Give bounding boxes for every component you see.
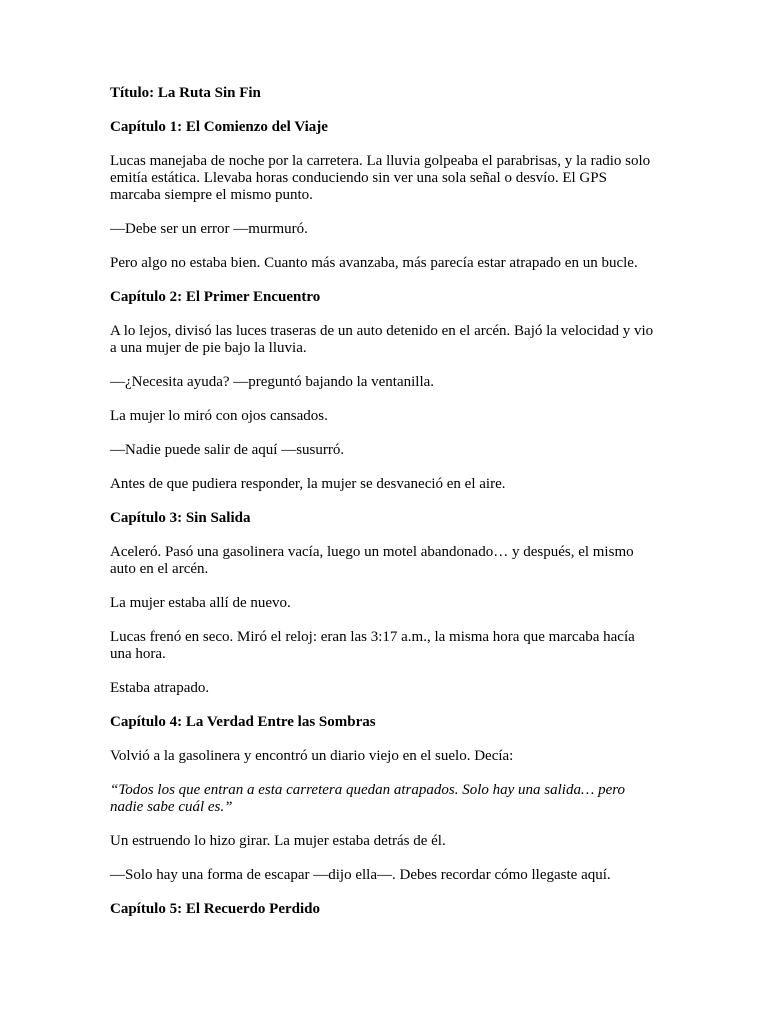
chapter-5-heading: Capítulo 5: El Recuerdo Perdido xyxy=(110,901,320,917)
chapter-4-heading: Capítulo 4: La Verdad Entre las Sombras xyxy=(110,714,376,730)
paragraph: La mujer estaba allí de nuevo. xyxy=(110,595,291,611)
paragraph: —Debe ser un error —murmuró. xyxy=(110,221,308,237)
paragraph: Lucas manejaba de noche por la carretera. La lluvia golpeaba el parabrisas, y la radio solo emitía estática. Llevaba horas conduciendo sin ver una sola señal o desvío. El GPS marcaba siempre el mismo punto. xyxy=(110,153,651,203)
paragraph: Antes de que pudiera responder, la mujer se desvaneció en el aire. xyxy=(110,476,506,492)
chapter-3-heading: Capítulo 3: Sin Salida xyxy=(110,510,251,526)
chapter-1-heading: Capítulo 1: El Comienzo del Viaje xyxy=(110,119,328,135)
diary-quote: “Todos los que entran a esta carretera quedan atrapados. Solo hay una salida… pero nadie sabe cuál es.” xyxy=(110,782,626,815)
paragraph: Estaba atrapado. xyxy=(110,680,210,696)
chapter-2-heading: Capítulo 2: El Primer Encuentro xyxy=(110,289,321,305)
document-title: Título: La Ruta Sin Fin xyxy=(110,85,261,101)
paragraph: Lucas frenó en seco. Miró el reloj: eran las 3:17 a.m., la misma hora que marcaba hacía una hora. xyxy=(110,629,635,662)
paragraph: —¿Necesita ayuda? —preguntó bajando la ventanilla. xyxy=(110,374,435,390)
paragraph: —Nadie puede salir de aquí —susurró. xyxy=(110,442,345,458)
paragraph: Un estruendo lo hizo girar. La mujer estaba detrás de él. xyxy=(110,833,446,849)
paragraph: Aceleró. Pasó una gasolinera vacía, luego un motel abandonado… y después, el mismo auto en el arcén. xyxy=(110,544,634,577)
paragraph: Volvió a la gasolinera y encontró un diario viejo en el suelo. Decía: xyxy=(110,748,514,764)
paragraph: La mujer lo miró con ojos cansados. xyxy=(110,408,328,424)
document-body xyxy=(110,85,658,935)
paragraph: Pero algo no estaba bien. Cuanto más avanzaba, más parecía estar atrapado en un bucle. xyxy=(110,255,638,271)
paragraph: —Solo hay una forma de escapar —dijo ella—. Debes recordar cómo llegaste aquí. xyxy=(110,867,611,883)
paragraph: A lo lejos, divisó las luces traseras de un auto detenido en el arcén. Bajó la velocidad y vio a una mujer de pie bajo la lluvia. xyxy=(110,323,654,356)
